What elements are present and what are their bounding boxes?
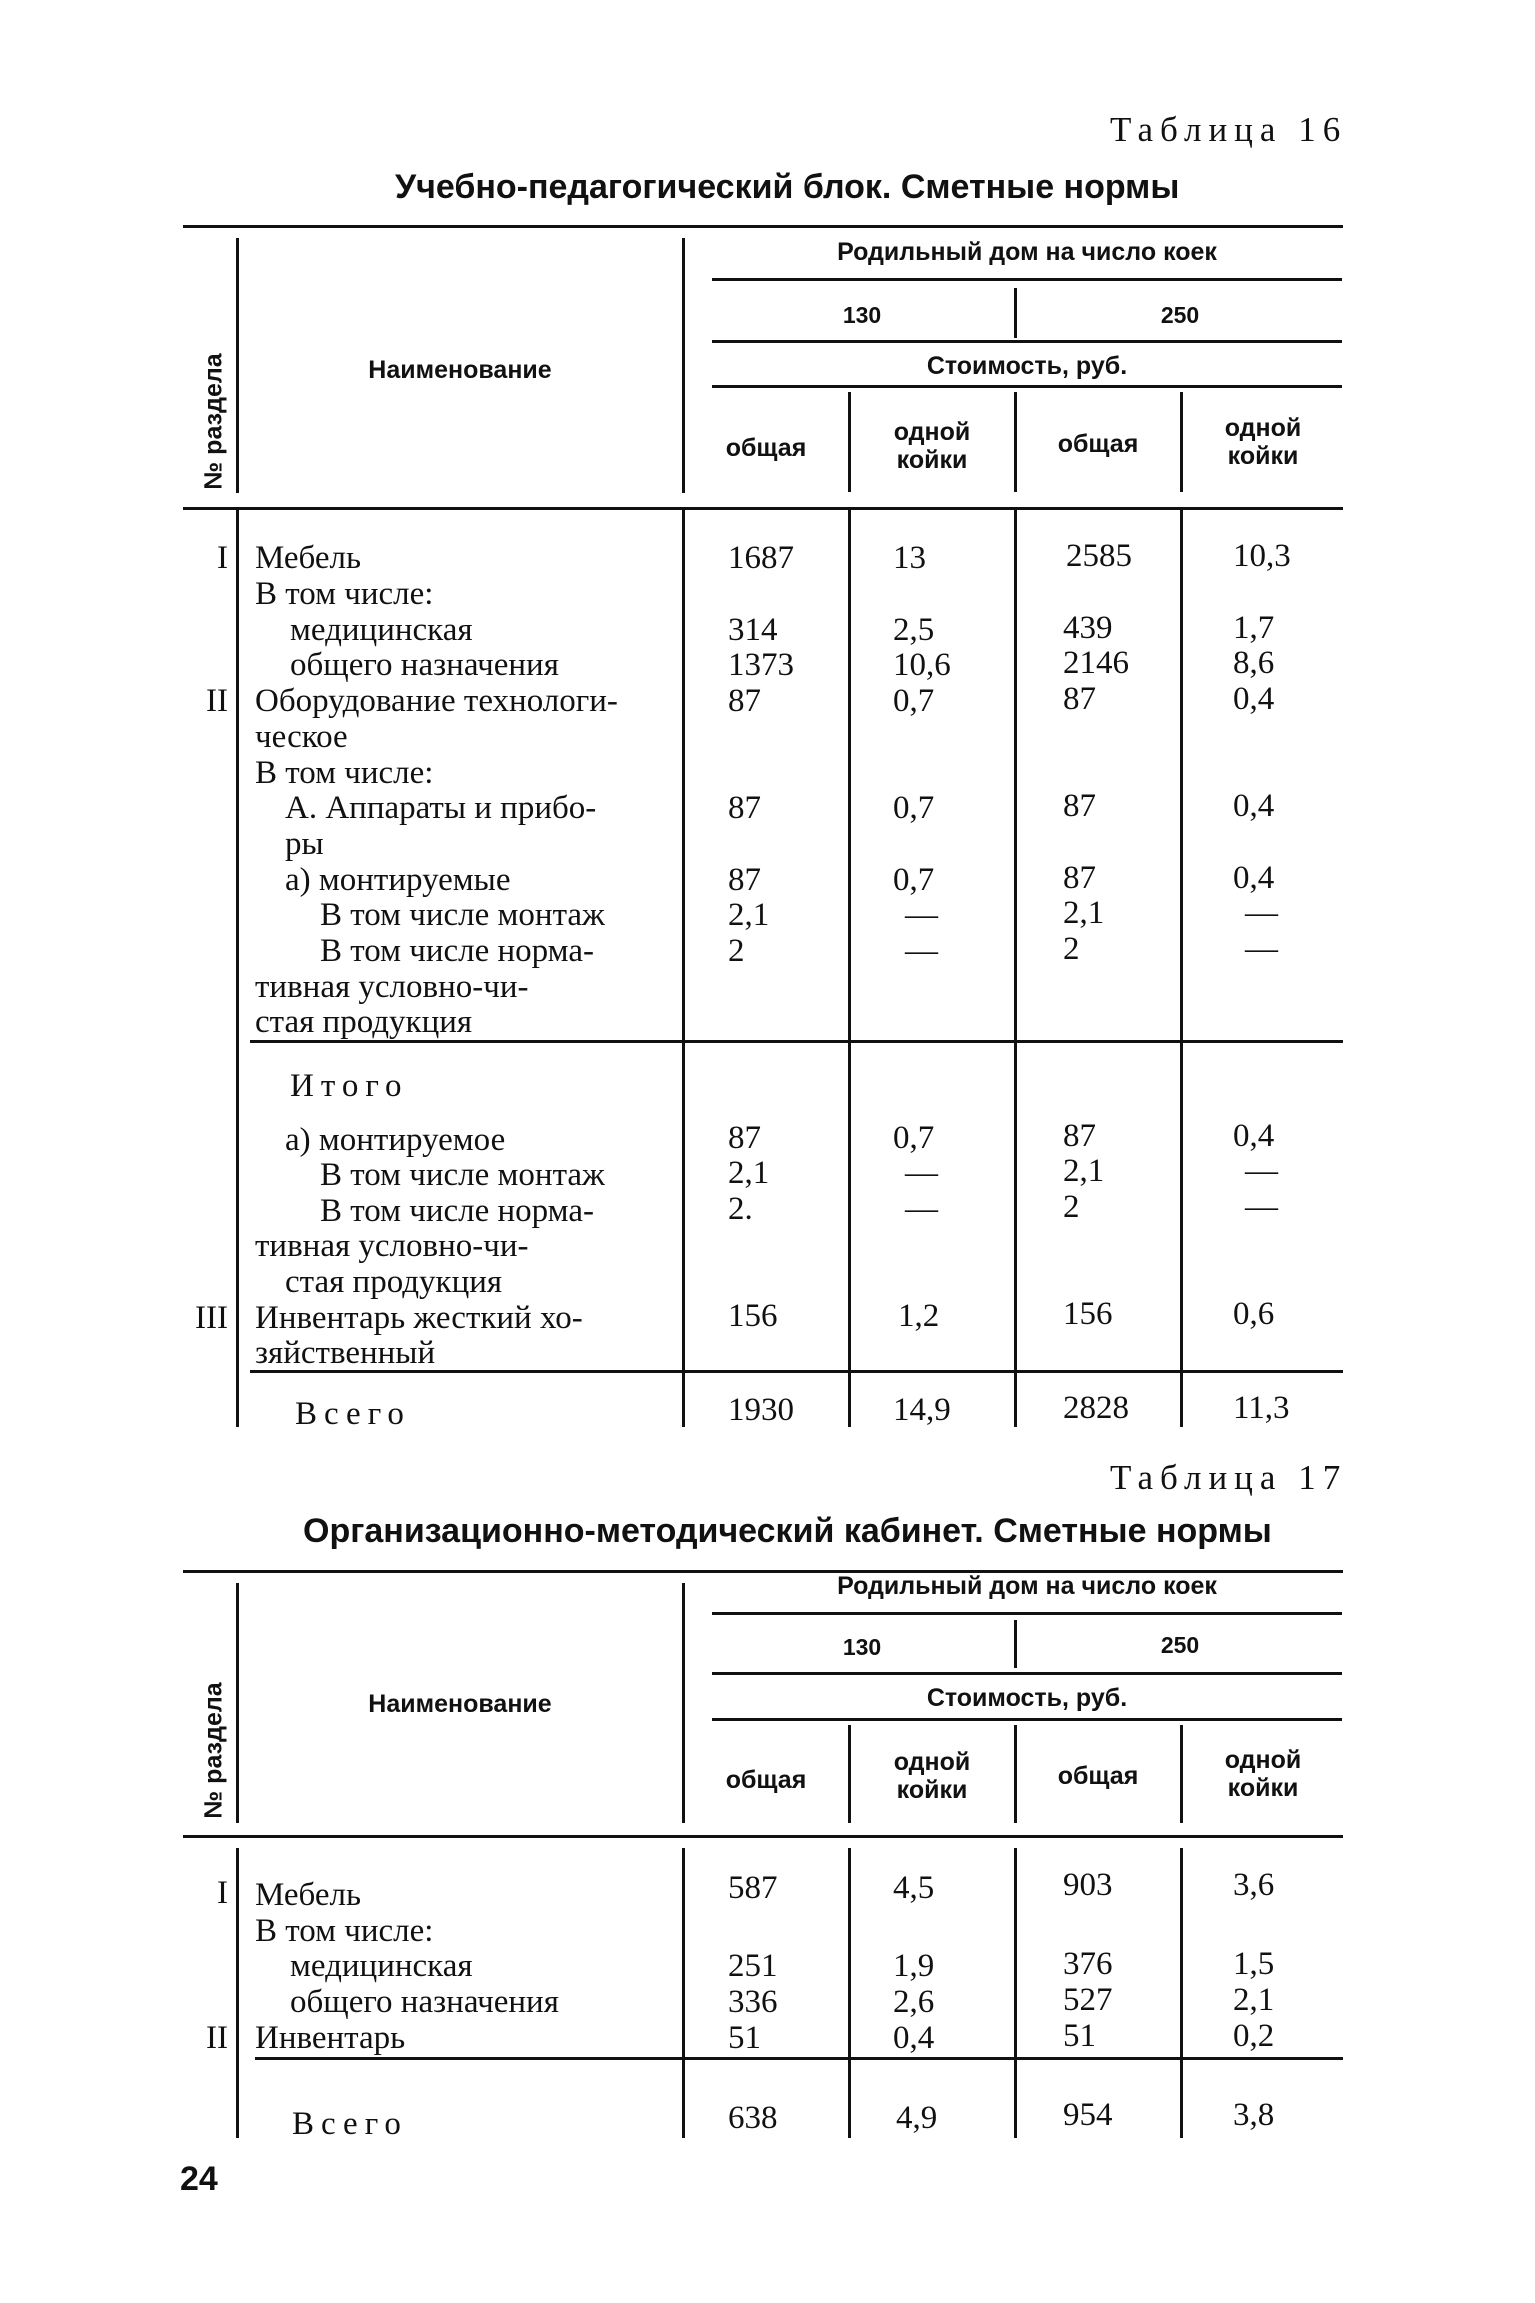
per-bed-header-130: одной койки [893, 418, 971, 474]
beds-250-header: 250 [1160, 302, 1200, 328]
per-bed-header-250: одной койки [1224, 414, 1302, 470]
section-number-header: № раздела [199, 353, 228, 490]
table17-caption: Таблица 17 [1110, 1458, 1348, 1497]
total-header-250: общая [1057, 1762, 1139, 1790]
cost-header: Стоимость, руб. [926, 352, 1128, 380]
row-furniture-name: Мебель [255, 540, 362, 576]
total-header-130: общая [725, 434, 807, 462]
table16-total-label: Всего [295, 1396, 411, 1432]
table16-title: Учебно-педагогический блок. Сметные нормы [395, 168, 1180, 206]
per-bed-header-250: одной койки [1224, 1746, 1302, 1802]
per-bed-header-130: одной койки [893, 1748, 971, 1804]
section-number-header: № раздела [199, 1682, 228, 1819]
beds-130-header: 130 [842, 302, 882, 328]
maternity-header: Родильный дом на число коек [837, 1572, 1217, 1600]
table17-title: Организационно-методический кабинет. Сметные нормы [303, 1512, 1272, 1550]
table17-total-label: Всего [292, 2106, 408, 2142]
total-header-130: общая [725, 1766, 807, 1794]
maternity-header: Родильный дом на число коек [837, 238, 1217, 266]
beds-130-header: 130 [842, 1634, 882, 1660]
cost-header: Стоимость, руб. [926, 1684, 1128, 1712]
name-header: Наименование [368, 1690, 552, 1718]
name-header: Наименование [368, 356, 552, 384]
subtotal-label: Итого [290, 1068, 409, 1104]
total-header-250: общая [1057, 430, 1139, 458]
table16-caption: Таблица 16 [1110, 110, 1348, 149]
row-inventory-name: Инвентарь жесткий хо- [255, 1300, 583, 1336]
beds-250-header: 250 [1160, 1632, 1200, 1658]
page-number: 24 [180, 2160, 218, 2198]
